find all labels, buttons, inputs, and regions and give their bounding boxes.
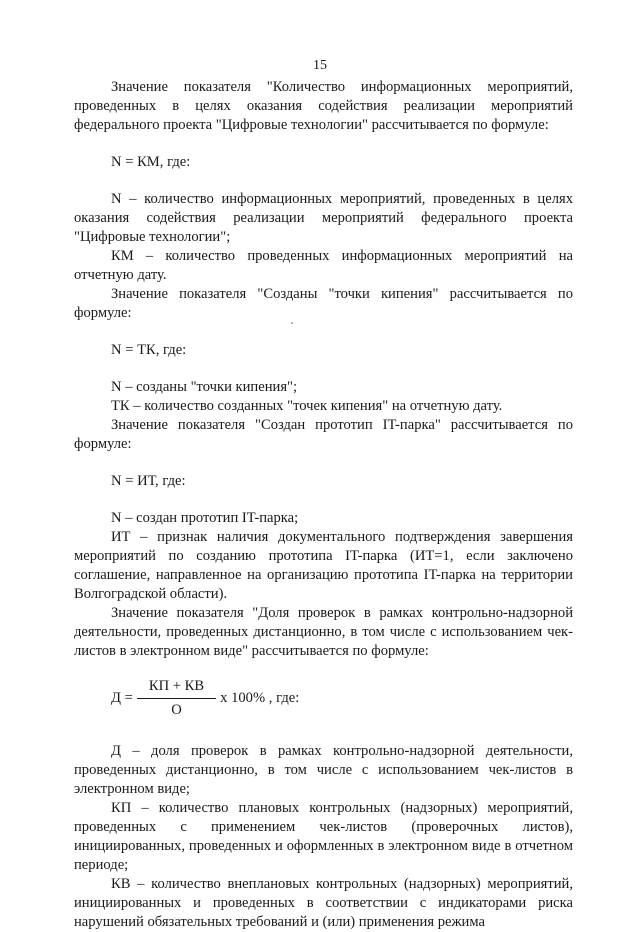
formula-tail: х 100% , где: — [220, 690, 300, 706]
formula-share-inspections — [111, 677, 573, 720]
formula-fraction — [137, 677, 216, 720]
paragraph-kv-definition: КВ – количество внеплановых контрольных (надзорных) мероприятий, инициированных и проведенных в соответствии с индикаторами риска нарушений обязательных требований и (или) применения режима — [74, 876, 573, 930]
paragraph-intro-it-park: Значение показателя "Создан прототип IT-парка" рассчитывается по формуле: — [74, 417, 573, 452]
scan-speck — [291, 322, 293, 324]
paragraph-it-definition: ИТ – признак наличия документального подтверждения завершения мероприятий по созданию прототипа IT-парка (ИТ=1, если заключено соглашение, направленное на организацию прототипа IT-парка на территории Волгоградской области). — [74, 529, 573, 602]
paragraph-intro-inspections: Значение показателя "Доля проверок в рамках контрольно-надзорной деятельности, проведенных дистанционно, в том числе с использованием чек-листов в электронном виде" рассчитывается по формуле: — [74, 605, 573, 659]
document-body — [74, 78, 573, 932]
paragraph-intro-boiling-points: Значение показателя "Созданы "точки кипения" рассчитывается по формуле: — [74, 286, 573, 321]
paragraph-n-definition: N – количество информационных мероприятий, проведенных в целях оказания содействия реализации мероприятий федерального проекта "Цифровые технологии"; — [74, 191, 573, 245]
formula-denominator: О — [171, 702, 182, 718]
formula-n-tk: N = ТК, где: — [111, 342, 187, 358]
page-number: 15 — [313, 58, 327, 73]
formula-n-km: N = КМ, где: — [111, 154, 191, 170]
paragraph-intro-info-events: Значение показателя "Количество информационных мероприятий, проведенных в целях оказания содействия реализации мероприятий федерального проекта "Цифровые технологии" рассчитывается по формуле: — [74, 79, 573, 133]
paragraph-n-boiling-points: N – созданы "точки кипения"; — [111, 379, 298, 395]
paragraph-d-definition: Д – доля проверок в рамках контрольно-надзорной деятельности, проведенных дистанционно, в том числе с использованием чек-листов в электронном виде; — [74, 743, 573, 797]
paragraph-n-it-park: N – создан прототип IT-парка; — [111, 510, 299, 526]
formula-numerator: КП + КВ — [137, 677, 216, 699]
paragraph-kp-definition: КП – количество плановых контрольных (надзорных) мероприятий, проведенных с применением чек-листов (проверочных листов), инициированных, проведенных и оформленных в электронном виде в отчетном периоде; — [74, 800, 573, 873]
formula-n-it: N = ИТ, где: — [111, 473, 186, 489]
paragraph-km-definition: КМ – количество проведенных информационных мероприятий на отчетную дату. — [74, 248, 573, 283]
formula-lhs: Д = — [111, 690, 133, 706]
paragraph-tk-definition: ТК – количество созданных "точек кипения" на отчетную дату. — [111, 398, 503, 414]
